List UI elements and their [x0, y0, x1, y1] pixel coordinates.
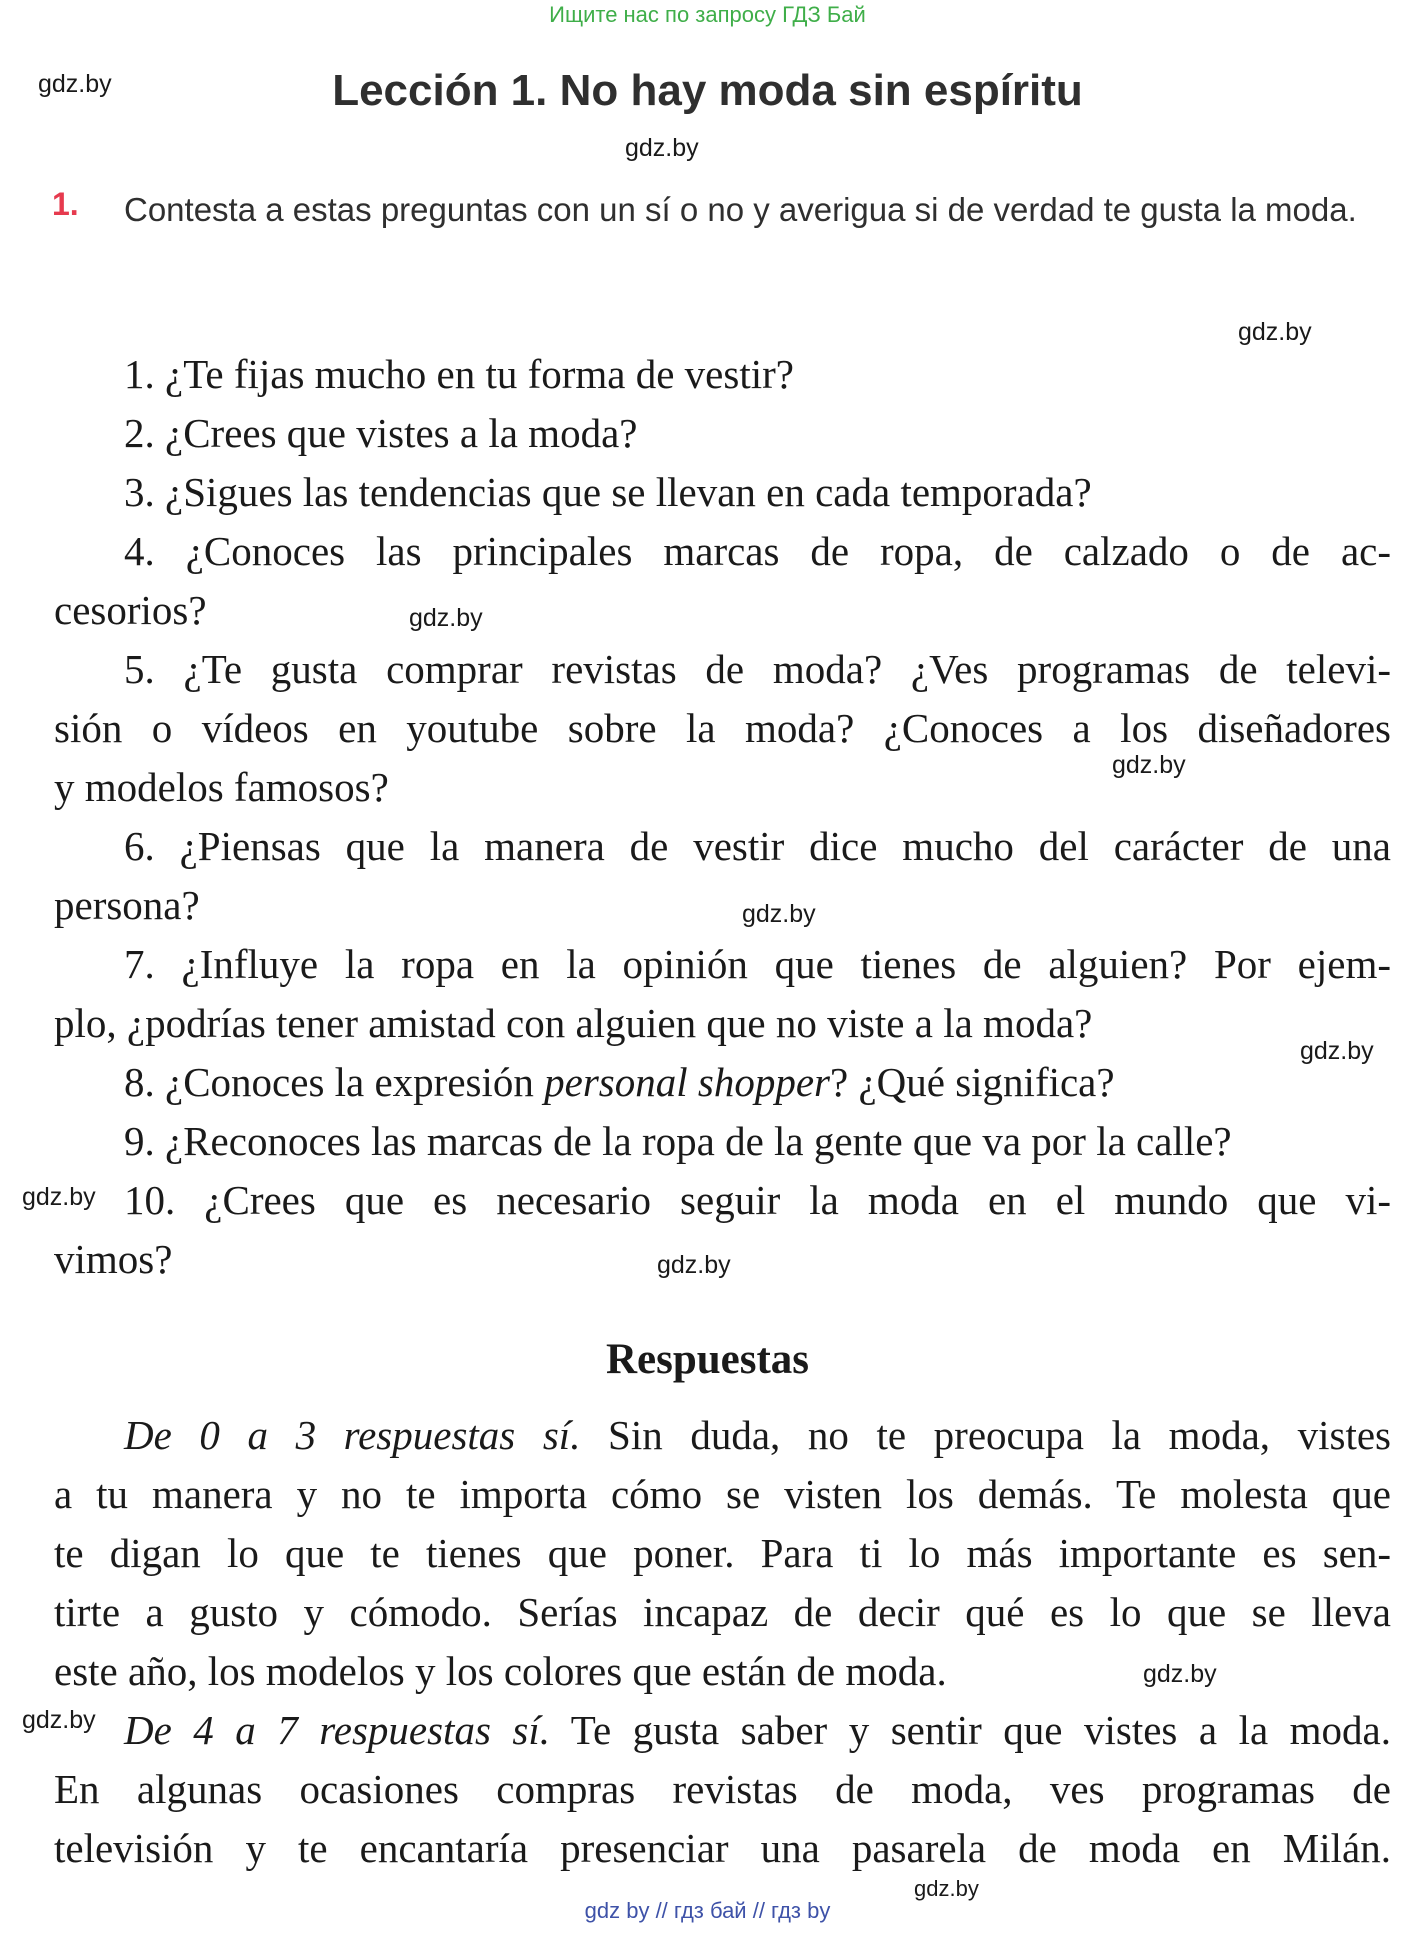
- answer-1-line-3: te digan lo que te tienes que poner. Para ti lo más importante es sen-: [54, 1530, 1391, 1576]
- answer-2-line-2: En algunas ocasiones compras revistas de moda, ves programas de: [54, 1766, 1391, 1812]
- question-7-line-1: 7. ¿Influye la ropa en la opinión que tienes de alguien? Por ejem-: [124, 941, 1391, 987]
- answers-heading: Respuestas: [605, 1336, 810, 1383]
- answer-2-line-3: televisión y te encantaría presenciar una pasarela de moda en Milán.: [54, 1825, 1391, 1871]
- answer-1-line-1: De 0 a 3 respuestas sí. Sin duda, no te preocupa la moda, vistes: [124, 1412, 1392, 1458]
- question-2: 2. ¿Crees que vistes a la moda?: [124, 410, 638, 456]
- question-7-line-2: plo, ¿podrías tener amistad con alguien que no viste a la moda?: [54, 1000, 1093, 1046]
- answer-1-line-4: tirte a gusto y cómodo. Serías incapaz de decir qué es lo que se lleva: [54, 1589, 1391, 1635]
- question-8-term: personal shopper: [544, 1059, 830, 1105]
- question-3: 3. ¿Sigues las tendencias que se llevan en cada temporada?: [124, 469, 1092, 515]
- watermark: gdz.by: [1143, 1660, 1217, 1688]
- question-6-line-1: 6. ¿Piensas que la manera de vestir dice mucho del carácter de una: [124, 823, 1391, 869]
- answer-1-line-5: este año, los modelos y los colores que están de moda.: [54, 1648, 947, 1694]
- answer-1-line-2: a tu manera y no te importa cómo se visten los demás. Te molesta que: [54, 1471, 1391, 1517]
- question-9: 9. ¿Reconoces las marcas de la ropa de la gente que va por la calle?: [124, 1118, 1232, 1164]
- watermark: gdz.by: [914, 1876, 979, 1901]
- question-10-line-1: 10. ¿Crees que es necesario seguir la moda en el mundo que vi-: [124, 1177, 1391, 1223]
- answer-2-line-1: De 4 a 7 respuestas sí. Te gusta saber y sentir que vistes a la moda.: [124, 1707, 1391, 1753]
- question-6-line-2: persona?: [54, 882, 200, 928]
- watermark: gdz.by: [38, 70, 112, 98]
- question-4-line-1: 4. ¿Conoces las principales marcas de ropa, de calzado o de ac-: [124, 528, 1391, 574]
- question-8: 8. ¿Conoces la expresión personal shopper? ¿Qué significa?: [124, 1059, 1115, 1105]
- watermark: gdz.by: [1112, 751, 1186, 779]
- exercise-instruction: Contesta a estas preguntas con un sí o no y averigua si de verdad te gusta la moda.: [124, 191, 1357, 228]
- watermark: gdz.by: [409, 604, 483, 632]
- watermark: gdz.by: [625, 134, 699, 162]
- footer-links: gdz by // гдз бай // гдз by: [584, 1898, 831, 1923]
- exercise-number: 1.: [52, 186, 79, 222]
- question-4-line-2: cesorios?: [54, 587, 207, 633]
- watermark: gdz.by: [1300, 1037, 1374, 1065]
- watermark: gdz.by: [742, 900, 816, 928]
- watermark: gdz.by: [22, 1183, 96, 1211]
- question-5-line-1: 5. ¿Te gusta comprar revistas de moda? ¿Ves programas de televi-: [124, 646, 1391, 692]
- watermark: gdz.by: [1238, 318, 1312, 346]
- top-banner: Ищите нас по запросу ГДЗ Бай: [549, 2, 866, 27]
- question-10-line-2: vimos?: [54, 1236, 173, 1282]
- watermark: gdz.by: [22, 1706, 96, 1734]
- page-title: Lección 1. No hay moda sin espíritu: [332, 66, 1083, 115]
- question-5-line-3: y modelos famosos?: [54, 764, 389, 810]
- watermark: gdz.by: [657, 1251, 731, 1279]
- question-1: 1. ¿Te fijas mucho en tu forma de vestir?: [124, 351, 794, 397]
- question-5-line-2: sión o vídeos en youtube sobre la moda? ¿Conoces a los diseñadores: [54, 705, 1391, 751]
